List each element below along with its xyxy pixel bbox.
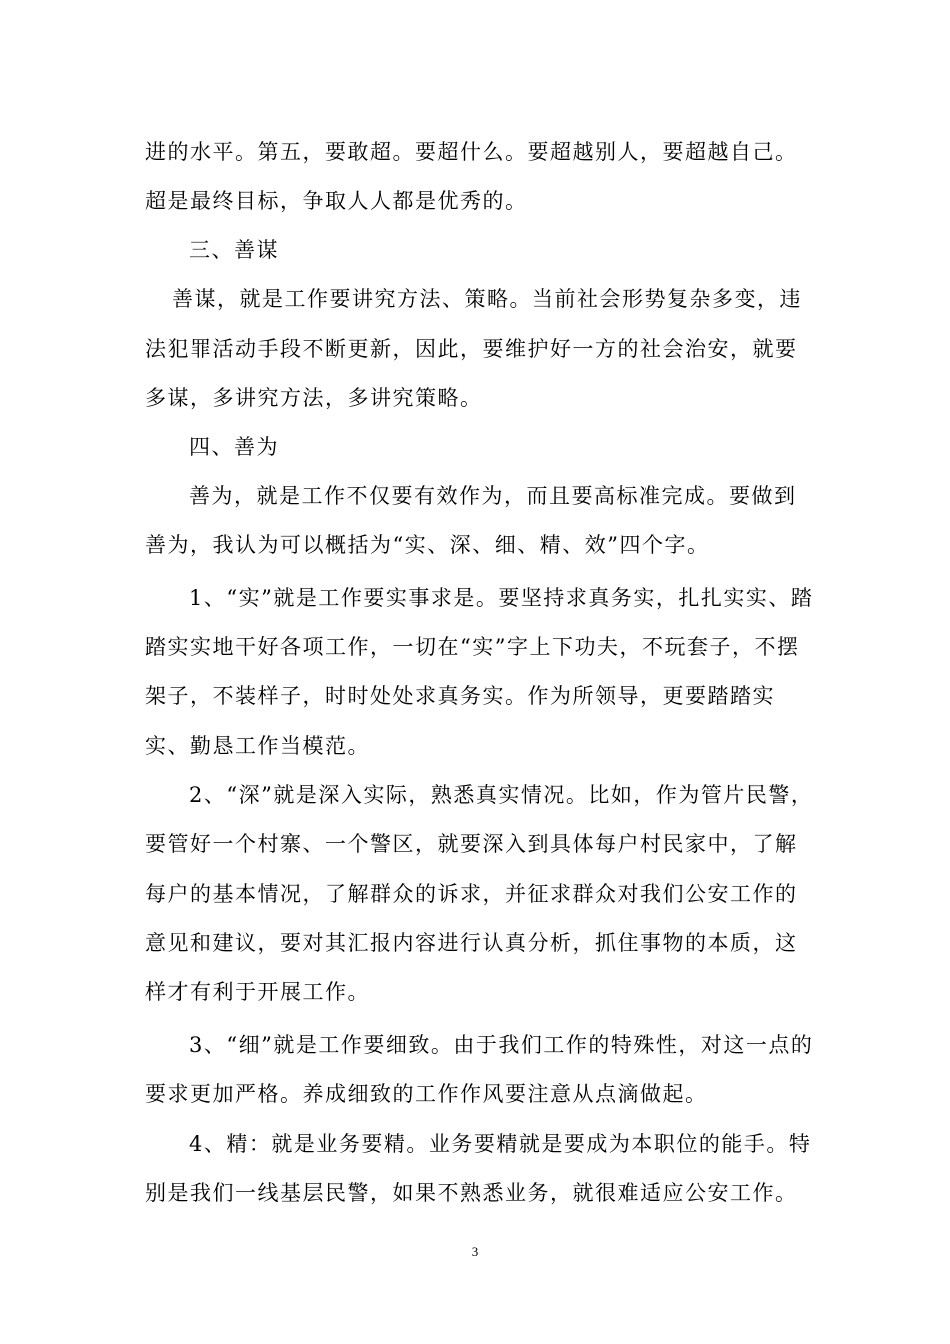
text-line: 样才有利于开展工作。 — [145, 980, 370, 1004]
text-line: 踏实实地干好各项工作，一切在“实”字上下功夫，不玩套子，不摆 — [145, 635, 800, 659]
section-heading: 四、善为 — [189, 435, 279, 459]
text-line: 4、精：就是业务要精。业务要精就是要成为本职位的能手。特 — [189, 1132, 812, 1156]
text-line: 多谋，多讲究方法，多讲究策略。 — [145, 386, 483, 410]
text-line: 超是最终目标，争取人人都是优秀的。 — [145, 189, 528, 213]
text-line: 法犯罪活动手段不断更新，因此，要维护好一方的社会治安，就要 — [145, 337, 798, 361]
section-heading: 三、善谋 — [189, 238, 279, 262]
text-line: 实、勤恳工作当模范。 — [145, 734, 370, 758]
text-line: 要求更加严格。养成细致的工作作风要注意从点滴做起。 — [145, 1082, 708, 1106]
page-number: 3 — [471, 1244, 479, 1259]
text-line: 别是我们一线基层民警，如果不熟悉业务，就很难适应公安工作。 — [145, 1181, 798, 1205]
text-line: 意见和建议，要对其汇报内容进行认真分析，抓住事物的本质，这 — [145, 931, 798, 955]
text-line: 1、“实”就是工作要实事求是。要坚持求真务实，扎扎实实、踏 — [189, 586, 814, 610]
text-line: 善谋，就是工作要讲究方法、策略。当前社会形势复杂多变，违 — [172, 287, 802, 311]
text-line: 3、“细”就是工作要细致。由于我们工作的特殊性，对这一点的 — [189, 1033, 814, 1057]
text-line: 架子，不装样子，时时处处求真务实。作为所领导，更要踏踏实 — [145, 684, 775, 708]
text-line: 每户的基本情况，了解群众的诉求，并征求群众对我们公安工作的 — [145, 882, 798, 906]
text-line: 善为，就是工作不仅要有效作为，而且要高标准完成。要做到 — [189, 484, 797, 508]
text-line: 善为，我认为可以概括为“实、深、细、精、效”四个字。 — [145, 533, 710, 557]
text-line: 进的水平。第五，要敢超。要超什么。要超越别人，要超越自己。 — [145, 140, 798, 164]
text-line: 要管好一个村寨、一个警区，就要深入到具体每户村民家中，了解 — [145, 832, 798, 856]
text-line: 2、“深”就是深入实际，熟悉真实情况。比如，作为管片民警， — [189, 783, 814, 807]
